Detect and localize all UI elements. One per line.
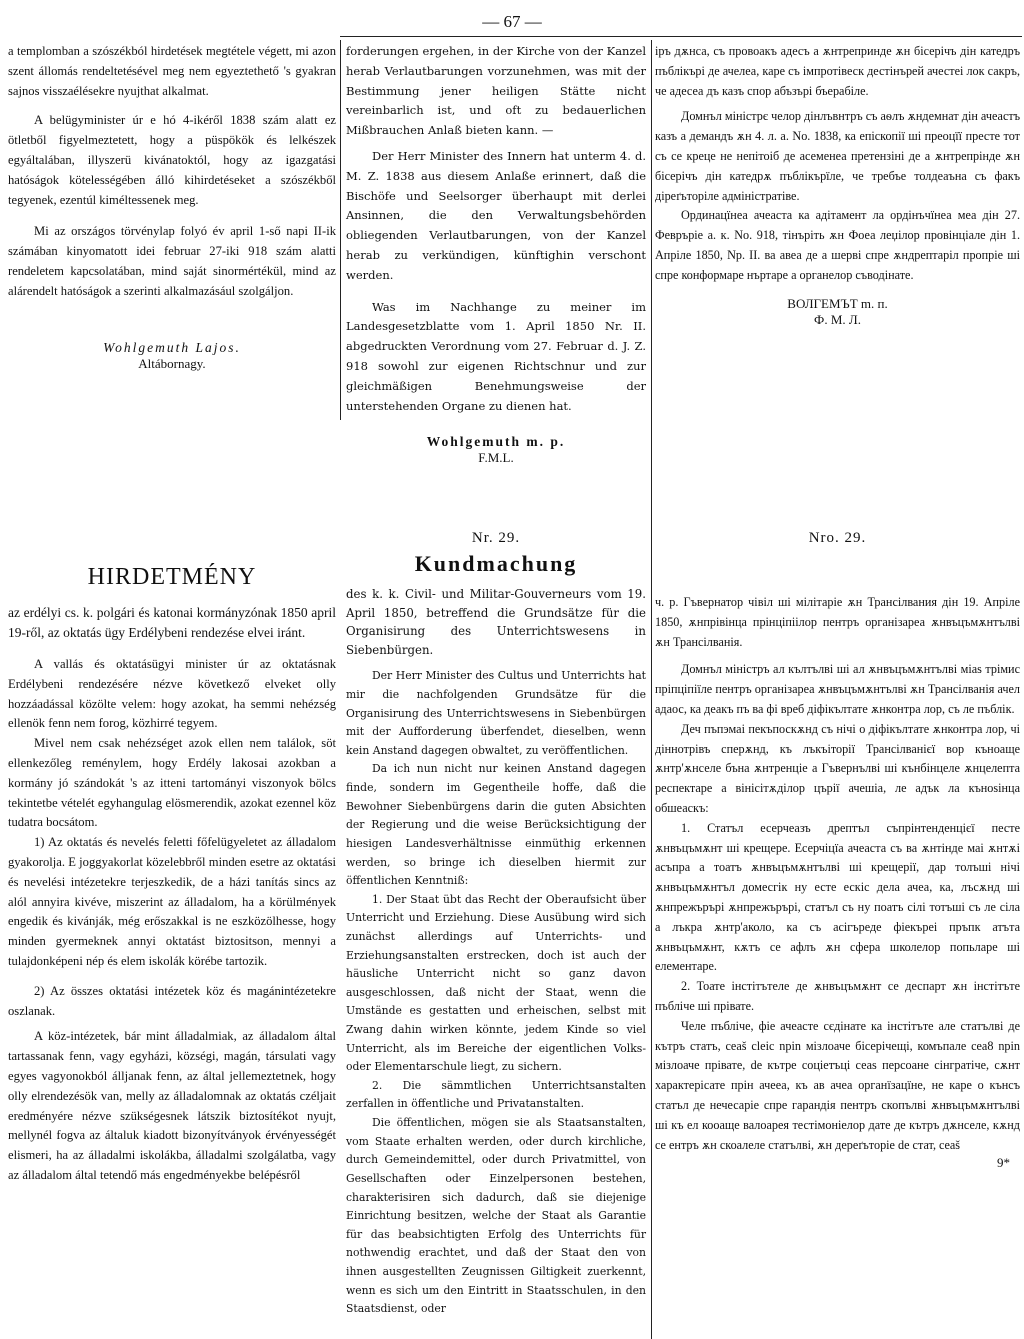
announcement-heading: HIRDETMÉNY <box>87 564 257 590</box>
paragraph: Der Herr Minister des Cultus und Unterrichts hat mir die nachfolgenden Grundsätze für die Organisirung des Unterrichtswesens in Siebenbürgen mit der Aufforderung überfendet, dieselben, wenn kein Anstand dagegen obwaltet, zu veröffentlichen. <box>346 669 646 757</box>
paragraph: a templomban a szószékból hirdetések megtétele végett, mi azon szent állomás rendeltetésével meg nem egyeztethető 's gyakran sajnos visszaélésekre nyujthat alkalmat. <box>8 44 336 98</box>
signature-title: F.M.L. <box>478 450 514 466</box>
paragraph: Da ich nun nicht nur keinen Anstand dagegen finde, sondern im Gegentheile hoffe, daß die Bewohner Siebenbürgens darin die guten Absichten der Regierung und die weise Berücksichtigung der hiesigen Landesverhältnisse einmüthig erkennen werden, so bringe ich dieselben hiermit zur öffentlichen Kenntniß: <box>346 762 646 888</box>
column-divider-2 <box>651 40 652 1339</box>
paragraph: Der Herr Minister des Innern hat unterm 4. d. M. Z. 1838 aus diesem Anlaße erinnert, daß die Bischöfe und Seelsorger überhaupt mit derlei Ansinnen, die den Verwaltungsbehörden obliegenden Verlautbarungen, von der Kanzel herab zu verkündigen, künftighin verschont werden. <box>346 148 646 282</box>
romanian-column-top <box>655 42 1020 328</box>
paragraph: A vallás és oktatásügyi minister úr az oktatásnak Erdélybeni rendezésére nézve következő elveket olly hozzáadással közölte velem: hogy azokat, ha semmi nehézség ellenök fenn nem forog, közhirré tegyem. <box>8 657 336 731</box>
paragraph: 1. Der Staat übt das Recht der Oberaufsicht über Unterricht und Erziehung. Diese Ausübung wird sich zunächst allerdings auf Unterrichts- und Erziehungsanstalten erstrecken, doch ist auch der häusliche Unterricht nicht so ganz davon ausgeschlossen, daß nicht der Staat, wenn die Umstände es gestatten und erheischen, selbst mit Zwang dahin wirken könnte, jedem Kinde so viel Unterricht, als im Bereiche der eigentlichen Volks- oder Elementarschule liegt, zu sichern. <box>346 892 646 1074</box>
paragraph: Домнъл міністрє челор дінлъвнтръ съ аѳлъ ѫндемнат дін ачеастъ казъ а демандъ ѫн 4. л. а. No. 1838, ка епіскопії ші преоцїї престе тот съ се креце не непітоіб де асеменеа претензіні де а ѫнтрепрінде ѫн бісерічъ дін катедрѫ пъблікърїле, че требъе толдеаъна съ факъ діреґъторіле адміністратіве. <box>655 109 1020 203</box>
paragraph: 2. Die sämmtlichen Unterrichtsanstalten zerfallen in öffentliche und Privatanstalten. <box>346 1078 646 1111</box>
paragraph: 1) Az oktatás és nevelés feletti főfelügyeletet az álladalom gyakorolja. E joggyakorlat közelebbről minden esetre az oktatási és nevelési intézetekre terjeszkedik, de a házi tanítás sincs az alól annyira kivéve, miszerint az álladalom, ha a körülmények engedik és kivánják, még erőszakkal is ne eszközölhesse, hogy minden gyermeknek annyi oktatást biztositson, mennyi a tulajdonképeni nép és elem iskolák körébe tartozik. <box>8 835 336 968</box>
paragraph: 2. Тоате інстітътеле де ѫнвъцъмѫнт се деспарт ѫн інстітъте пъбліче ші прівате. <box>655 979 1020 1013</box>
paragraph: Ординацїнеа ачеаста ка адітамент ла ордінъчїнеа меа дін 27. Февръріе а. к. No. 918, тінъріть ѫн Фоеа леџілор провінціале дін 1. Апріле 1850, Nр. II. ва авеа де а шерві спре ѫндрептаріл пропріе ші спре конформаре нъртаре а органелор съводінате. <box>655 208 1020 282</box>
paragraph: Die öffentlichen, mögen sie als Staatsanstalten, vom Staate erhalten werden, oder durch kirchliche, durch Gemeindemittel, oder durch Privatmittel, von Gesellschaften oder Einzelpersonen bestehen, charakterisiren sich dadurch, daß sie diejenige Einrichtung besitzen, welche der Staat als Garantie für das beabsichtigten Erfolg des Unterrichts für nothwendig erachtet, und daß der Staat den von ihnen ausgestellten Zeugnissen Giltigkeit zuerkennt, wenn es sich um den Eintritt in Staatsschulen, in den Staatsdienst, oder <box>346 1116 646 1316</box>
signature-block <box>346 434 646 466</box>
paragraph: A köz-intézetek, bár mint álladalmiak, az álladalom által tartassanak fenn, vagy egyházi, községi, magán, társulati vagy egyes vagyonokból álljanak fenn, az által jellemeztetnek, hogy olly elrendezésök van, melly az álladalomnak az oktatás czéljait eredményére nézve szükségesnek látszik biztosítékot nyujt, mellynél fogva az általuk kiadott bizonyítványok érvényességét elismeri, ha az álladalmi iskolákba, álladalmi szolgálatba, vagy az álladalom által tetendő más engedményekbe belépésről <box>8 1029 336 1182</box>
romanian-column-bottom <box>655 530 1020 1171</box>
announcement-subtitle: ч. р. Гъвернатор чівіл ші мілітаріе ѫн Трансілвания дін 19. Апріле 1850, ѫнпрівінца прінціпіілор пентръ організареа ѫнвъцъмѫнтълві ѫн Трансілванія. <box>655 595 1020 649</box>
signature-block <box>8 340 336 372</box>
heading-spacer <box>655 547 1020 593</box>
paragraph: іръ дѫнса, съ провоакъ адесъ а ѫнтрепринде ѫн бісерічъ дін катедръ пъблікърі де ачелеа, каре съ імпротівеск дестінърей ачестеі лок сакръ, че адесеа дъ казъ спор абъзърі бъерабіле. <box>655 44 1020 98</box>
german-column-top <box>346 42 646 466</box>
paragraph: Домнъл міністръ ал кълтълві ші ал ѫнвъцъмѫнтълві міаѕ трімис пріпціпіїле пентръ організареа ѫнвъцъмѫнтълві ѫн Трансілванія ачел адаос, ка деакъ пъ ва фі вреб діфікълтате ѫнконтра лор, съ ле пъблік. <box>655 662 1020 716</box>
paragraph: Was im Nachhange zu meiner im Landesgesetzblatte vom 1. April 1850 Nr. II. abgedruckten Verordnung vom 27. Februar d. J. Z. 918 sowohl zur eigenen Richtschnur und zur gleichmäßigen Benehmungsweise der unterstehenden Organe zu dienen hat. <box>346 299 646 413</box>
announcement-subtitle: az erdélyi cs. k. polgári és katonai kormányzónak 1850 april 19-ről, az oktatás ügy Erdélybeni rendezése elvei iránt. <box>8 605 336 640</box>
paragraph: 1. Статъл есерчеазъ дрептъл съпрінтенденцієї песте ѫнвъцъмѫнт ші крещере. Есерчіцїа ачеаста съ ва ѫнтінде маі ѫнтѫі асъпра а тоатъ ѫнвъцъмѫнтълві ші крещерії, дар толъші нічі ѫнвъцъмѫнтъл домесгік ну есте ескіс дела ачеа, ка, лъсѫнд ші ѫнпрежърърі ѫнпрежърърі, статъл съ ну поатъ сілі тотъші съ ле сіла а лъкра ѫнтр'аколо, ка съ асігъреде фіекъреі пръпк атъта ѫнвъцъмѫнт, кѫтъ се афлъ ѫн сфера школелор попьларе ші елементаре. <box>655 820 1020 974</box>
paragraph: Деч пъпэмаі пекъпоскѫнд съ нічі о діфікълтате ѫнконтра лор, чі діннотрівъ сперѫнд, къ лъкъіторії Трансілванієї вор къноаще ѫнтр'ѫнселе бъна ѫнтренціе а Гъвернълві ші кънбінцеле ѫнцелепта респектаре а вінісітѫділор църії ачешіа, ле адък ла къноѕінца обшеаскъ: <box>655 721 1020 815</box>
signature-name: Wohlgemuth m. p. <box>426 434 566 450</box>
header-rule <box>340 36 1022 37</box>
hungarian-column-top <box>8 42 336 372</box>
paragraph: Mi az országos törvénylap folyó év april 1-ső napi II-ik számában kinyomatott idei februar 27-iki 918 szám alatti rendeletem kapcsolatában, mind saját sinormértékül, mind az alárendelt hatóságok a szerinti alkalmazásául szolgáljon. <box>8 224 336 298</box>
column-divider-1 <box>340 40 341 420</box>
signature-mark: 9* <box>997 1155 1010 1171</box>
announcement-heading: Kundmachung <box>414 551 578 576</box>
page-number: — 67 — <box>482 12 542 31</box>
signature-block <box>655 296 1020 328</box>
paragraph: Челе пъбліче, фіе ачеасте сєдінате ка інстітъте але статълві де кътръ статъ, ceaš cleic npin мізлоаче бісерічещі, комъпале cea8 npin мізлоаче прівате, de кътре соціетъці сеаѕ персоане сінгратіче, сѫнт характерісате прін ачееа, къ ав ачеа органїзацїне, не каре о кънсъ статъл де нечесаріе спре гарандія пентръ скопълві ѫнвъцъмѫнтълві ші къ ел кооаще валоарея тестімоніелор дате де кътръ дѫнселе, кѫнд се ентръ ѫн скоалеле статълві, ѫн дереґъторіе de стат, ceaš <box>655 1018 1020 1152</box>
signature-title: Ф. М. Л. <box>814 311 861 327</box>
hungarian-column-bottom <box>8 560 336 1186</box>
german-column-bottom <box>346 530 646 1319</box>
announcement-subtitle: des k. k. Civil- und Militar-Gouverneurs vom 19. April 1850, betreffend die Grundsätze für die Organisirung des Unterrichtswesens in Siebenbürgen. <box>346 587 646 657</box>
paragraph: forderungen ergehen, in der Kirche von der Kanzel herab Verlautbarungen vorzunehmen, was mit der Bestimmung jener heiligen Stätte nicht vereinbarlich ist, und oft zu bedauerlichen Mißbrauchen Anlaß bieten kann. — <box>346 44 646 138</box>
paragraph: 2) Az összes oktatási intézetek köz és magánintézetekre oszlanak. <box>8 983 336 1018</box>
decree-number: Nro. 29. <box>808 530 867 546</box>
paragraph: Mivel nem csak nehézséget azok ellen nem találok, söt ellenkezőleg reménylem, hogy Erdély lakosai azokban a kormány jó szándokát 's az itteni tartományi viszonyok bölcs tekintetbe vételét egyhangulag elösmerendik, azokat ezennel köz tudatra bocsátom. <box>8 736 336 830</box>
signature-title: Altábornagy. <box>138 355 206 371</box>
paragraph: A belügyminister úr e hó 4-ikéről 1838 szám alatt ez ötletből figyelmeztetett, hogy a püspökök és lelkészek egyáltalában, illyszerü kivánatoktól, hogy az igazgatási hatóságok kötelességében álló kihirdetéseket a szószékből tegyenek, ezentúl kiméltessenek meg. <box>8 113 336 207</box>
decree-number: Nr. 29. <box>471 530 521 546</box>
signature-name: ВОЛГЕМЪТ m. п. <box>787 295 888 311</box>
signature-name: Wohlgemuth Lajos. <box>103 339 241 355</box>
